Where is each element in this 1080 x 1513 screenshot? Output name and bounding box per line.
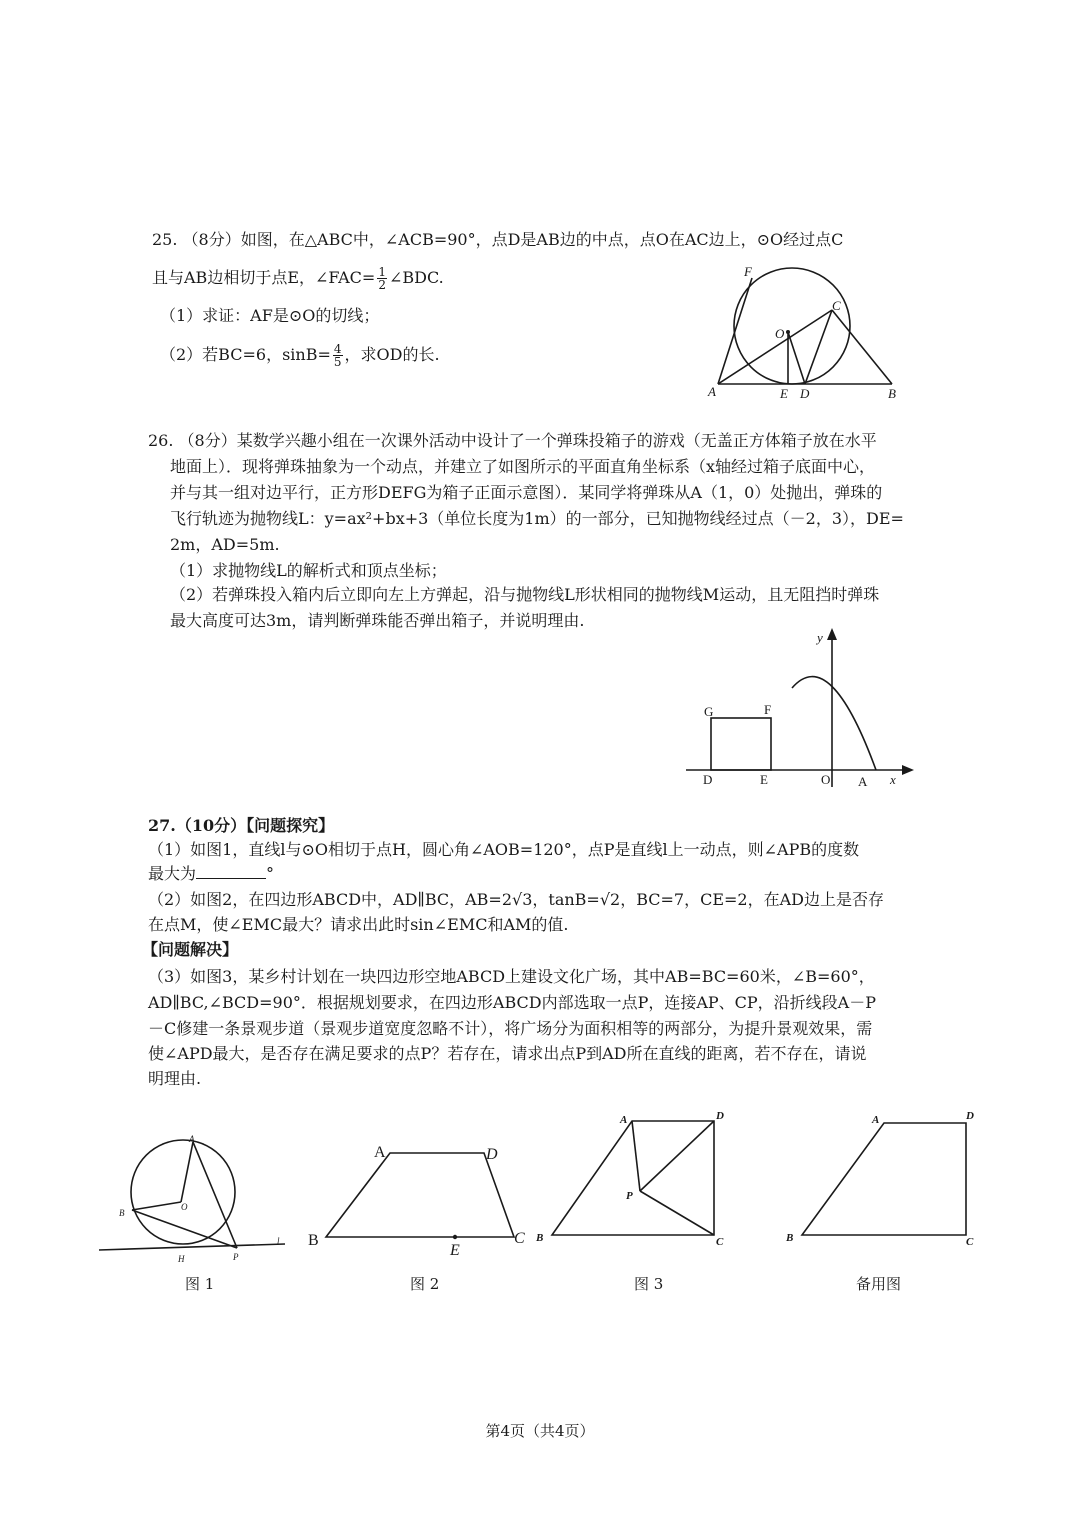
q25-line-CD (805, 310, 832, 384)
q25-line2a: 且与AB边相切于点E，∠FAC= (152, 268, 376, 287)
q27-p1b: 最大为 (148, 864, 197, 883)
q27-p1b-line (148, 863, 274, 885)
q27-p3d: 使∠APD最大，是否存在满足要求的点P？若存在，请求出点P到AD所在直线的距离，若不存在，请说 (148, 1044, 867, 1063)
q25-part1: （1）求证：AF是⊙O的切线； (160, 306, 380, 325)
q26-label-E: E (760, 772, 768, 787)
q25-figure (700, 260, 920, 410)
q27-answer-blank[interactable] (196, 864, 266, 879)
q25-part2a: （2）若BC=6，sinB= (160, 345, 331, 364)
q26-line3: 并与其一组对边平行，正方形DEFG为箱子正面示意图）．某同学将弹珠从A（1，0）处抛出，弹珠的 (170, 483, 883, 502)
q25-line-AF (718, 278, 752, 384)
q26-label-x: x (890, 772, 896, 787)
q25-line-OD (788, 332, 805, 384)
q25-label-F: F (744, 264, 752, 279)
q27-head2: 【问题解决】 (142, 940, 239, 959)
fig1-label-H: H (178, 1254, 185, 1264)
q27-head: 27.（10分）【问题探究】 (148, 816, 335, 835)
q26-line5: 2m，AD=5m. (170, 535, 280, 554)
fig1-label-A: A (189, 1134, 195, 1144)
q26-label-D: D (703, 772, 713, 787)
fig3-label-D: D (716, 1110, 724, 1122)
fig4-caption: 备用图 (856, 1275, 902, 1293)
q26-label-F: F (764, 702, 772, 717)
fig4-label-C: C (966, 1236, 974, 1248)
q27-p3e: 明理由. (148, 1069, 202, 1088)
q27-p3a: （3）如图3，某乡村计划在一块四边形空地ABCD上建设文化广场，其中AB=BC=60米，∠B=60°， (148, 967, 875, 986)
fig2-trapezoid (326, 1153, 514, 1237)
q27-p2b: 在点M，使∠EMC最大？请求出此时sin∠EMC和AM的值. (148, 915, 569, 934)
q25-label-B: B (888, 386, 896, 401)
q25-label-A: A (708, 384, 716, 399)
q26-label-O: O (821, 772, 831, 787)
fig3-caption: 图 3 (634, 1275, 664, 1293)
q26-label-G: G (704, 704, 714, 719)
fig1-label-B: B (119, 1208, 125, 1218)
q26-box-DEFG (711, 718, 771, 770)
fig3-line-PD (640, 1121, 714, 1191)
q27-p3b: AD∥BC,∠BCD=90°．根据规划要求，在四边形ABCD内部选取一点P，连接AP、CP，沿折线段A－P (148, 993, 876, 1012)
q26-parabola (792, 677, 876, 770)
fig4-label-A: A (872, 1114, 880, 1126)
q27-p1a: （1）如图1，直线l与⊙O相切于点H，圆心角∠AOB=120°，点P是直线l上一动点，则∠APB的度数 (148, 840, 860, 859)
q26-part2b: 最大高度可达3m，请判断弹珠能否弹出箱子，并说明理由. (170, 611, 585, 630)
q26-line2: 地面上）．现将弹珠抽象为一个动点，并建立了如图所示的平面直角坐标系（x轴经过箱子底面中心， (170, 457, 876, 476)
fig4-label-B: B (786, 1232, 794, 1244)
fig4-label-D: D (966, 1110, 974, 1122)
q27-p1c: ° (266, 864, 275, 883)
q25-label-O: O (775, 326, 785, 341)
q26-part2a: （2）若弹珠投入箱内后立即向左上方弹起，沿与抛物线L形状相同的抛物线M运动，且无阻挡时弹珠 (170, 585, 880, 604)
fig1-radius-OA (181, 1142, 193, 1202)
page-footer: 第4页（共4页） (485, 1422, 595, 1440)
q25-line-CB (832, 310, 892, 384)
fig3-quadrilateral (552, 1121, 714, 1235)
q27-figure3 (532, 1105, 732, 1255)
q25-fraction: $\frac{1}{2}$ (378, 265, 386, 292)
q25-line2 (152, 266, 444, 291)
fig2-label-B: B (308, 1232, 319, 1249)
q26-figure (680, 622, 920, 792)
fig1-line-l (99, 1244, 285, 1250)
q27-p3c: －C修建一条景观步道（景观步道宽度忽略不计），将广场分为面积相等的两部分，为提升景观效果，需 (148, 1019, 873, 1038)
fig3-label-B: B (536, 1232, 544, 1244)
q25-part2 (160, 343, 440, 368)
q25-label-E: E (780, 386, 788, 401)
fig3-line-PC (640, 1191, 714, 1235)
q25-fraction2: $\frac{4}{5}$ (333, 342, 342, 369)
q27-p2a: （2）如图2，在四边形ABCD中，AD∥BC，AB=2√3，tanB=√2，BC=7，CE=2，在AD边上是否存 (148, 890, 884, 909)
fig1-label-l: l (277, 1236, 280, 1246)
fig3-label-C: C (716, 1236, 724, 1248)
fig1-line-BP (132, 1210, 237, 1248)
q26-label-A: A (858, 774, 868, 789)
fig1-caption: 图 1 (185, 1275, 215, 1293)
q26-line1: 26. （8分）某数学兴趣小组在一次课外活动中设计了一个弹珠投箱子的游戏（无盖正方体箱子放在水平 (148, 431, 877, 450)
fig1-label-P: P (233, 1252, 239, 1262)
q25-label-C: C (832, 298, 841, 313)
q25-label-D: D (800, 386, 810, 401)
fig1-radius-OB (132, 1202, 181, 1210)
fig3-line-AP (632, 1121, 640, 1191)
fig1-label-O: O (181, 1202, 188, 1212)
fig2-label-C: C (514, 1230, 525, 1247)
fig2-label-E: E (450, 1242, 460, 1259)
q26-part1: （1）求抛物线L的解析式和顶点坐标； (170, 561, 447, 580)
q25-line-AC (718, 310, 832, 384)
q26-label-y: y (817, 630, 823, 645)
q27-figure4 (782, 1105, 982, 1255)
fig3-label-P: P (626, 1190, 633, 1202)
q27-figure1 (95, 1130, 295, 1270)
q25-circle (734, 268, 850, 384)
q26-line4: 飞行轨迹为抛物线L：y=ax²+bx+3（单位长度为1m）的一部分，已知抛物线经过点（－2，3），DE= (170, 509, 904, 528)
q25-line2b: ∠BDC. (388, 268, 444, 287)
q27-figure2 (300, 1135, 540, 1265)
fig3-label-A: A (620, 1114, 628, 1126)
q25-line1: 25. （8分）如图，在△ABC中，∠ACB=90°，点D是AB边的中点，点O在AC边上，⊙O经过点C (152, 230, 844, 249)
fig2-label-D: D (486, 1146, 498, 1163)
fig2-caption: 图 2 (410, 1275, 440, 1293)
fig4-quadrilateral (802, 1123, 966, 1235)
fig2-label-A: A (374, 1144, 386, 1161)
q25-part2b: ，求OD的长. (344, 345, 440, 364)
